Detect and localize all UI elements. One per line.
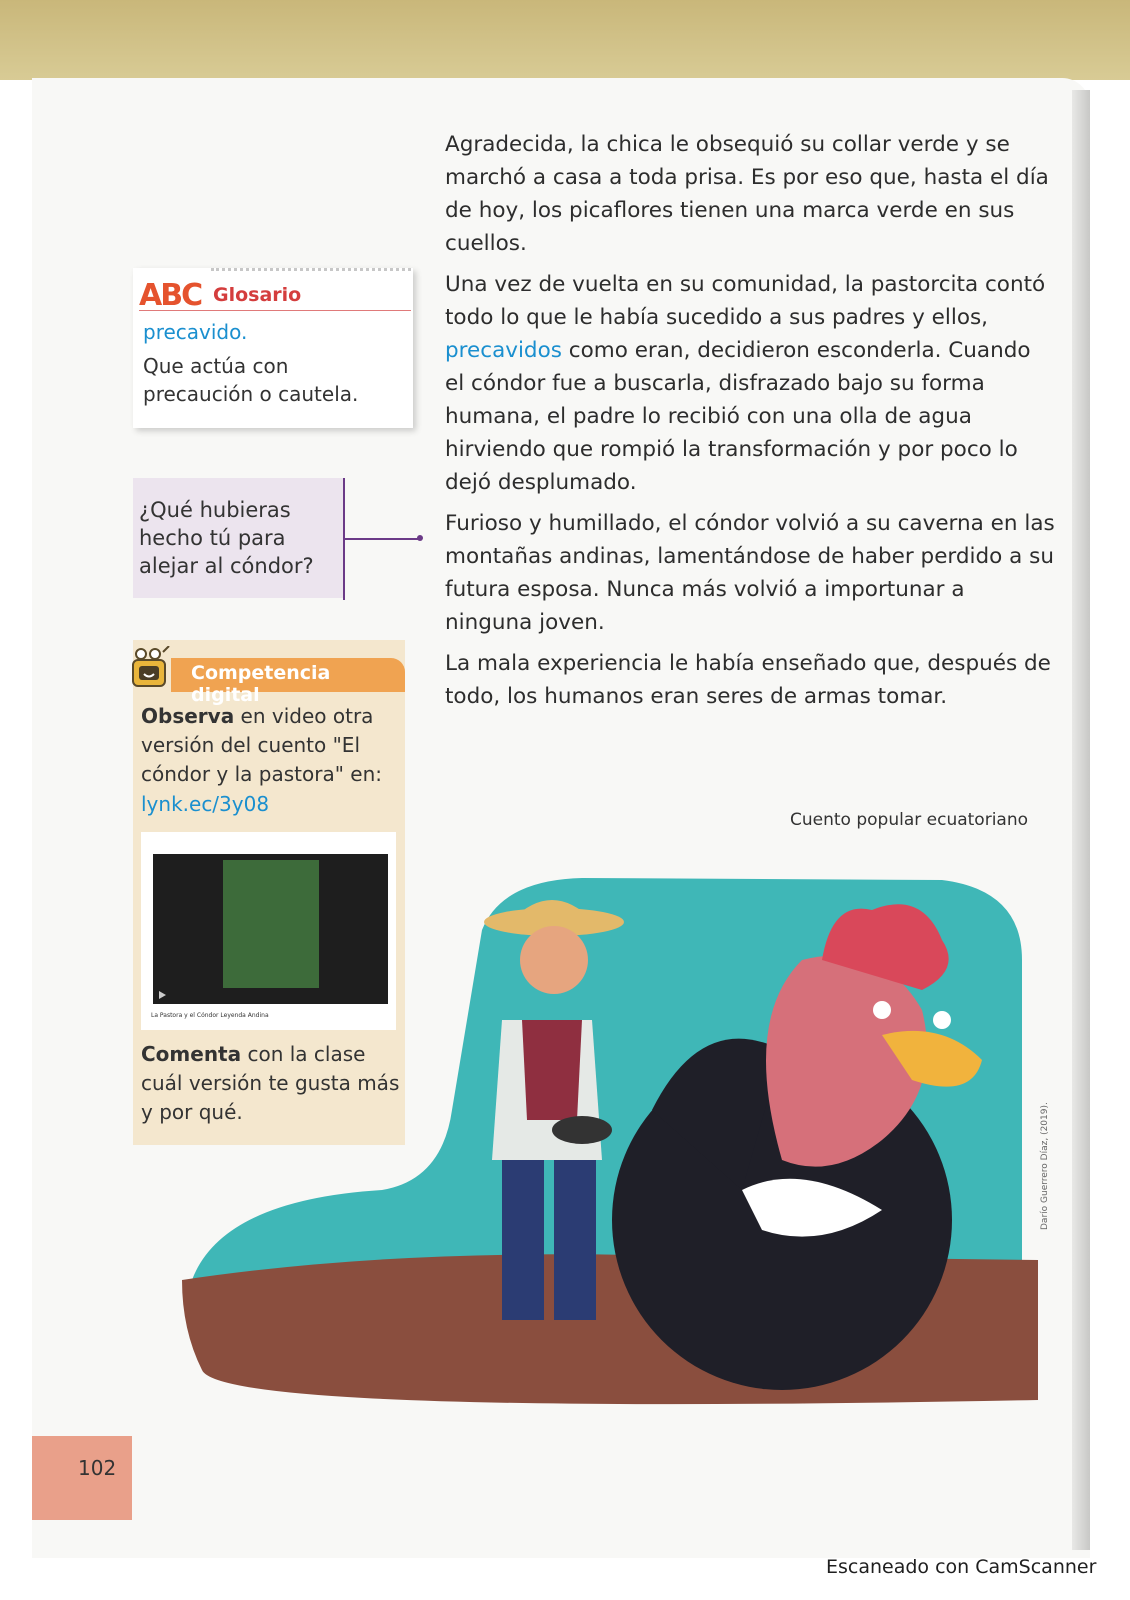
story-paragraph-2: Una vez de vuelta en su comunidad, la pastorcita contó todo lo que le había sucedido a sus padres y ellos, precavidos como eran, decidieron esconderla. Cuando el cóndor fue a buscarla, disfrazado bajo su forma humana, el padre lo recibió con una olla de agua hirviendo que rompió la transformación y por poco lo dejó desplumado. xyxy=(445,272,1046,495)
video-link[interactable]: lynk.ec/3y08 xyxy=(141,792,270,816)
page-number: 102 xyxy=(78,1456,117,1480)
question-text: ¿Qué hubieras hecho tú para alejar al cóndor? xyxy=(139,498,314,578)
page-edge-shadow xyxy=(1072,90,1090,1550)
story-paragraph-1: Agradecida, la chica le obsequió su collar verde y se marchó a casa a toda prisa. Es por eso que, hasta el día de hoy, los picaflores tienen una marca verde en sus cuellos. xyxy=(445,132,1049,256)
story-illustration xyxy=(182,860,1038,1416)
video-play-icon xyxy=(157,990,177,1000)
story-paragraph-3: Furioso y humillado, el cóndor volvió a su caverna en las montañas andinas, lamentándose de haber perdido a su futura esposa. Nunca más volvió a importunar a ninguna joven. xyxy=(445,511,1055,635)
scanner-footer: Escaneado con CamScanner xyxy=(826,1556,1097,1578)
glossary-term: precavido. xyxy=(143,320,248,344)
illustration-credit: Darío Guerrero Díaz, (2019). xyxy=(1040,1102,1050,1230)
digital-comment: Comenta con la clase cuál versión te gusta más y por qué. xyxy=(141,1042,400,1124)
page-number-tab xyxy=(32,1436,132,1520)
spiral-dots xyxy=(211,268,411,281)
scan-top-edge xyxy=(0,0,1130,80)
digital-instruction: Observa en video otra versión del cuento "El cóndor y la pastora" en: xyxy=(141,704,382,786)
robot-icon xyxy=(129,646,171,692)
story-credit: Cuento popular ecuatoriano xyxy=(790,810,1029,830)
question-box xyxy=(133,478,345,598)
abc-logo: ABC xyxy=(139,278,202,313)
glossary-definition: Que actúa con precaución o cautela. xyxy=(143,354,359,406)
question-pointer-line xyxy=(345,538,419,540)
glossary-box xyxy=(133,268,413,428)
glossary-term-link: precavidos xyxy=(445,338,562,363)
video-caption: La Pastora y el Cóndor Leyenda Andina xyxy=(151,1012,269,1019)
glossary-title: Glosario xyxy=(213,284,302,306)
story-text xyxy=(445,128,1055,721)
question-pointer-dot xyxy=(417,535,423,541)
glossary-divider xyxy=(139,310,411,311)
story-paragraph-4: La mala experiencia le había enseñado que, después de todo, los humanos eran seres de armas tomar. xyxy=(445,651,1051,709)
digital-title: Competencia digital xyxy=(191,662,331,706)
